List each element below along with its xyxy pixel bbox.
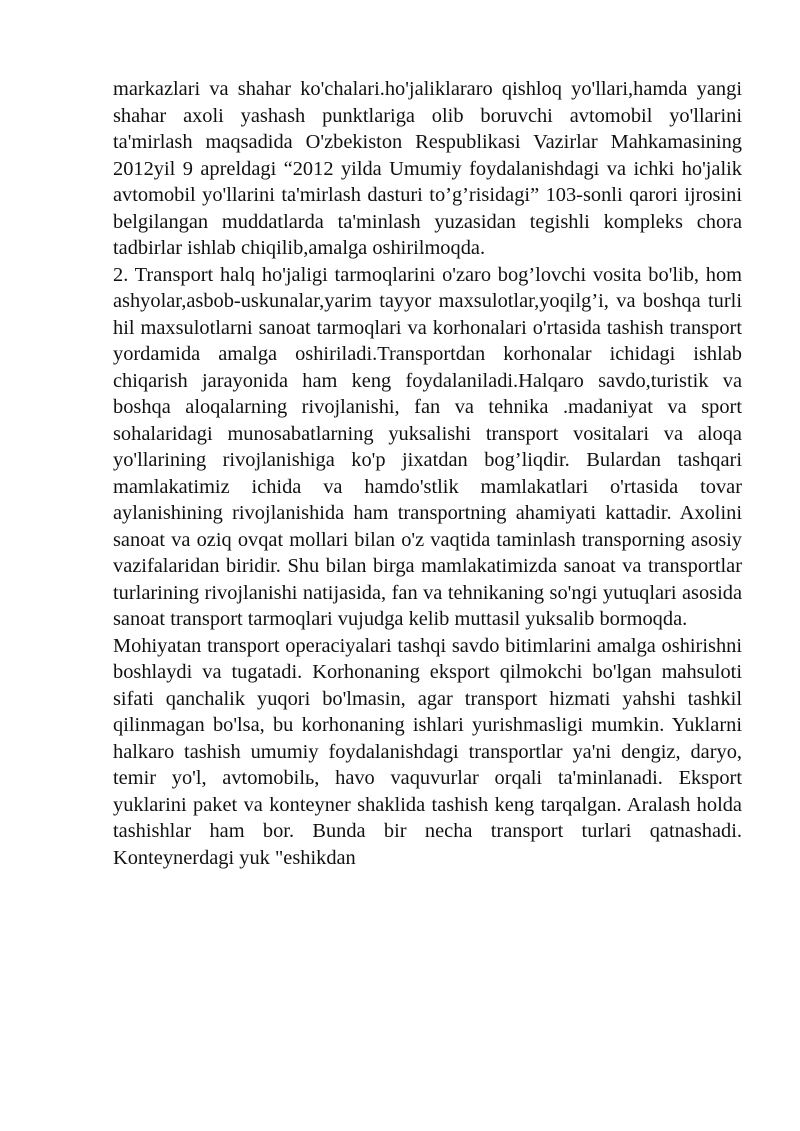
paragraph-transport-role: 2. Transport halq ho'jaligi tarmoqlarini o'zaro bog’lovchi vosita bo'lib, hom ashyolar,asbob-uskunalar,yarim tayyor maxsulotlar,yoqilg’i, va boshqa turli hil maxsulotlarni sanoat tarmoqlari va korhonalari o'rtasida tashish transport yordamida amalga oshiriladi.Transportdan korhonalar ichidagi ishlab chiqarish jarayonida ham keng foydalaniladi.Halqaro savdo,turistik va boshqa aloqalarning rivojlanishi, fan va tehnika .madaniyat va sport sohalaridagi munosabatlarning yuksalishi transport vositalari va aloqa yo'llarining rivojlanishiga ko'p jixatdan bog’liqdir. Bulardan tashqari mamlakatimiz ichida va hamdo'stlik mamlakatlari o'rtasida tovar aylanishining rivojlanishida ham transportning ahamiyati kattadir. Axolini sanoat va oziq ovqat mollari bilan o'z vaqtida taminlash transporning asosiy vazifalaridan biridir. Shu bilan birga mamlakatimizda sanoat va transportlar turlarining rivojlanishi natijasida, fan va tehnikaning so'ngi yutuqlari asosida sanoat transport tarmoqlari vujudga kelib muttasil yuksalib bormoqda. xyxy=(113,263,742,630)
paragraph-transport-operations: Mohiyatan transport operaciyalari tashqi savdo bitimlarini amalga oshirishni boshlaydi va tugatadi. Korhonaning eksport qilmokchi bo'lgan mahsuloti sifati qanchalik yuqori bo'lmasin, agar transport hizmati yahshi tashkil qilinmagan bo'lsa, bu korhonaning ishlari yurishmasligi mumkin. Yuklarni halkaro tashish umumiy foydalanishdagi transportlar ya'ni dengiz, daryo, temir yo'l, avtomobilь, havo vaquvurlar orqali ta'minlanadi. Eksport yuklarini paket va konteyner shaklida tashish keng tarqalgan. Aralash holda tashishlar ham bor. Bunda bir necha transport turlari qatnashadi. Konteynerdagi yuk "eshikdan xyxy=(113,634,742,869)
document-page xyxy=(113,76,742,871)
paragraph-road-repair: markazlari va shahar ko'chalari.ho'jaliklararo qishloq yo'llari,hamda yangi shahar axoli yashash punktlariga olib boruvchi avtomobil yo'llarini ta'mirlash maqsadida O'zbekiston Respublikasi Vazirlar Mahkamasining 2012yil 9 apreldagi “2012 yilda Umumiy foydalanishdagi va ichki ho'jalik avtomobil yo'llarini ta'mirlash dasturi to’g’risidagi” 103-sonli qarori ijrosini belgilangan muddatlarda ta'minlash yuzasidan tegishli kompleks chora tadbirlar ishlab chiqilib,amalga oshirilmoqda. xyxy=(113,78,742,259)
